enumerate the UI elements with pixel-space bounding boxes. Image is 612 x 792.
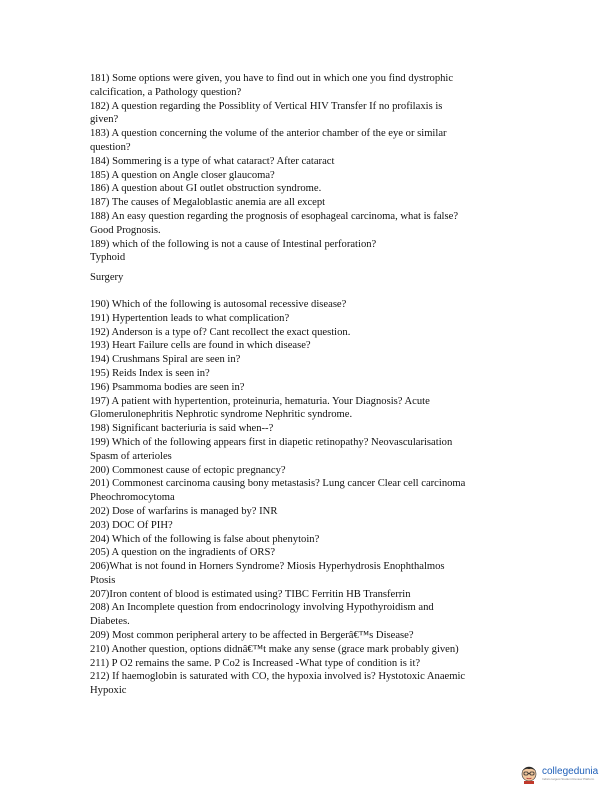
document-line: Hypoxic — [90, 685, 127, 697]
logo-wordmark: collegedunia — [542, 765, 599, 777]
document-line: 204) Which of the following is false about phenytoin? — [90, 533, 320, 545]
document-line: 191) Hypertention leads to what complication? — [90, 312, 290, 324]
collegedunia-logo — [519, 760, 605, 786]
document-line: 199) Which of the following appears first in diapetic retinopathy? Neovascularisation — [90, 436, 453, 448]
document-line: 186) A question about GI outlet obstruction syndrome. — [90, 183, 322, 195]
document-line: 205) A question on the ingradients of ORS? — [90, 547, 276, 559]
document-line: Pheochromocytoma — [90, 492, 175, 504]
document-line: 195) Reids Index is seen in? — [90, 367, 210, 379]
student-mascot-icon — [519, 762, 539, 784]
document-line: 209) Most common peripheral artery to be affected in Bergerâ€™s Disease? — [90, 630, 414, 642]
document-line: 190) Which of the following is autosomal recessive disease? — [90, 298, 347, 310]
document-line: 193) Heart Failure cells are found in which disease? — [90, 340, 311, 352]
document-line: Good Prognosis. — [90, 224, 161, 236]
document-line: 203) DOC Of PIH? — [90, 519, 173, 531]
document-line: Ptosis — [90, 574, 116, 586]
document-line: given? — [90, 114, 119, 126]
document-line: 182) A question regarding the Possiblity of Vertical HIV Transfer If no profilaxis is — [90, 100, 443, 112]
document-line: 210) Another question, options didnâ€™t make any sense (grace mark probably given) — [90, 643, 459, 655]
document-line: question? — [90, 141, 131, 153]
document-line: 200) Commonest cause of ectopic pregnancy? — [90, 464, 286, 476]
document-line: 206)What is not found in Horners Syndrome? Miosis Hyperhydrosis Enophthalmos — [90, 561, 445, 573]
document-line: 197) A patient with hypertention, proteinuria, hematuria. Your Diagnosis? Acute — [90, 395, 430, 407]
document-line: 212) If haemoglobin is saturated with CO, the hypoxia involved is? Hystotoxic Anaemic — [90, 671, 466, 683]
document-line: Diabetes. — [90, 616, 130, 628]
section-heading: Surgery — [90, 272, 124, 284]
document-line: 184) Sommering is a type of what cataract? After cataract — [90, 155, 335, 167]
document-line: 208) An Incomplete question from endocrinology involving Hypothyroidism and — [90, 602, 434, 614]
document-line: 189) which of the following is not a cause of Intestinal perforation? — [90, 238, 377, 250]
question-list-pathology — [90, 72, 530, 265]
document-line: 201) Commonest carcinoma causing bony metastasis? Lung cancer Clear cell carcinoma — [90, 478, 466, 490]
document-line: 207)Iron content of blood is estimated using? TIBC Ferritin HB Transferrin — [90, 588, 411, 600]
document-line: 183) A question concerning the volume of the anterior chamber of the eye or similar — [90, 128, 447, 140]
document-line: 188) An easy question regarding the prognosis of esophageal carcinoma, what is false? — [90, 210, 459, 222]
document-line: Typhoid — [90, 252, 126, 264]
document-line: 202) Dose of warfarins is managed by? INR — [90, 505, 278, 517]
document-line: 187) The causes of Megaloblastic anemia are all except — [90, 197, 326, 209]
question-list-surgery — [90, 298, 530, 698]
document-content — [90, 72, 530, 698]
document-line: 198) Significant bacteriuria is said when--? — [90, 423, 274, 435]
document-line: Glomerulonephritis Nephrotic syndrome Nephritic syndrome. — [90, 409, 353, 421]
document-line: 194) Crushmans Spiral are seen in? — [90, 354, 241, 366]
document-line: 181) Some options were given, you have to find out in which one you find dystrophic — [90, 73, 454, 84]
document-line: 196) Psammoma bodies are seen in? — [90, 381, 245, 393]
logo-tagline: India's largest Student Review Platform — [542, 776, 595, 781]
document-line: 192) Anderson is a type of? Cant recollect the exact question. — [90, 326, 351, 338]
document-line: Spasm of arterioles — [90, 450, 172, 462]
document-line: 211) P O2 remains the same. P Co2 is Increased -What type of condition is it? — [90, 657, 421, 669]
document-line: calcification, a Pathology question? — [90, 86, 242, 98]
document-line: 185) A question on Angle closer glaucoma? — [90, 169, 275, 181]
